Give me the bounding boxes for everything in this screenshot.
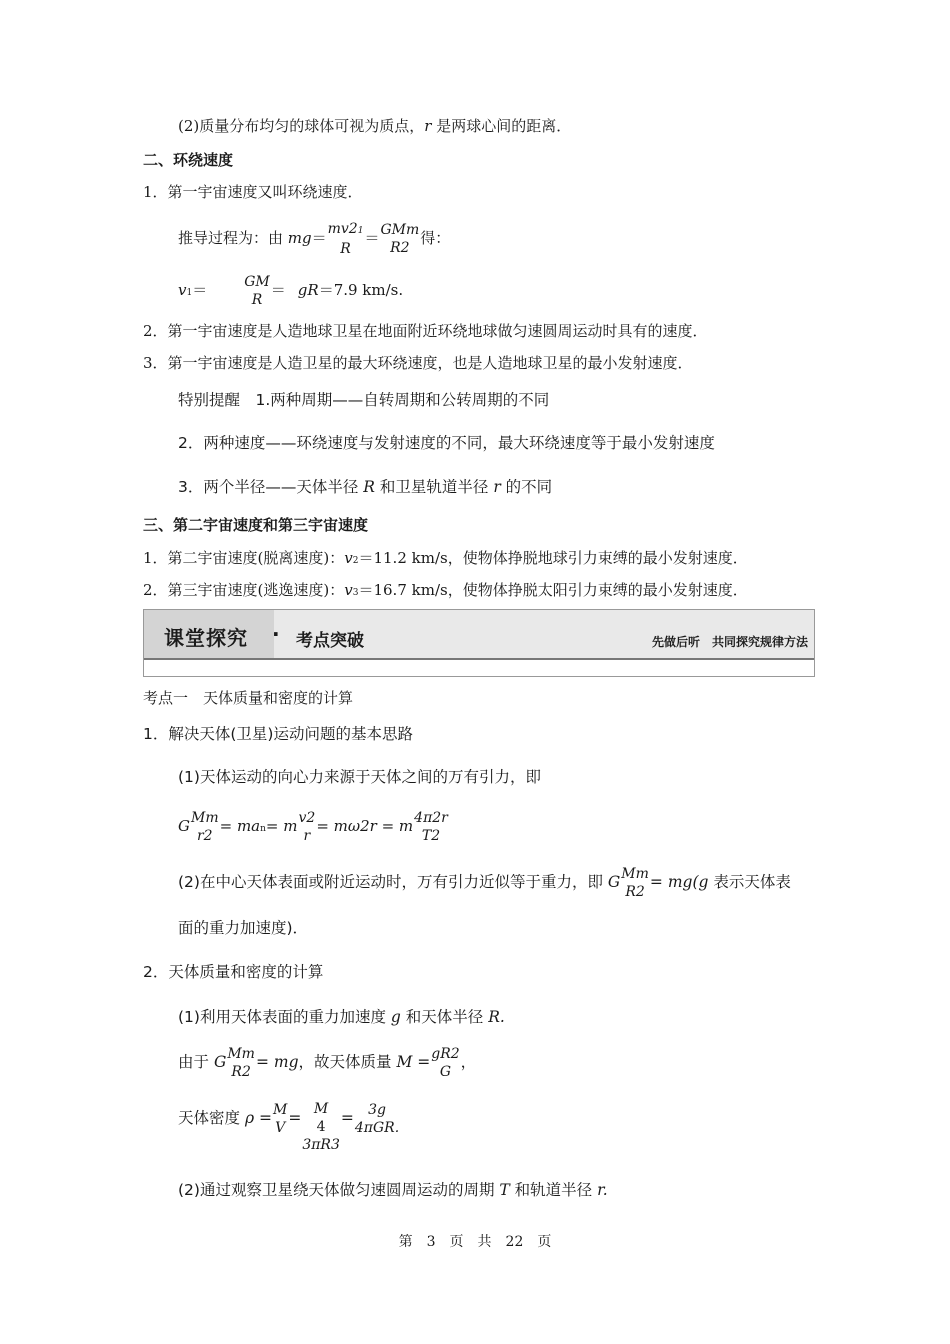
- text: =: [340, 1109, 354, 1127]
- item-2-1: [178, 1007, 505, 1027]
- var-v: v: [178, 281, 187, 299]
- frac-num: 4π2r: [414, 810, 448, 826]
- fraction-Mm-over-r2: [191, 809, 219, 845]
- frac-den: G: [439, 1063, 452, 1080]
- banner-dot: ·: [272, 622, 280, 646]
- frac-num: GM: [244, 274, 270, 290]
- paragraph-third-cosmic: [143, 580, 748, 603]
- var-R: R: [363, 478, 375, 496]
- banner-subtitle: 考点突破: [296, 631, 364, 651]
- frac-den: 4: [316, 1119, 326, 1135]
- var-G: G: [607, 873, 621, 891]
- text: 是两球心间的距离．: [431, 117, 572, 135]
- text: (2)质量分布均匀的球体可视为质点，: [178, 117, 425, 135]
- frac-den: R2: [390, 240, 410, 256]
- page-footer: 第 3 页 共 22 页: [398, 1234, 552, 1250]
- text: ＝11.2 km/s，使物体挣脱地球引力束缚的最小发射速度．: [358, 549, 748, 567]
- text: 得：: [420, 229, 451, 247]
- frac-num: gR2: [431, 1045, 460, 1062]
- text: 由于: [178, 1053, 214, 1071]
- text: (2)在中心天体表面或附近运动时，万有引力近似等于重力，即: [178, 873, 608, 891]
- section-banner: [143, 609, 815, 677]
- subscript: 1: [357, 226, 364, 236]
- frac-num: Mm: [190, 810, 219, 826]
- var-G: G: [178, 817, 190, 835]
- banner-right-text: 先做后听 共同探究规律方法: [651, 635, 808, 649]
- fraction-M-over-V: [273, 1101, 287, 1137]
- text: = mω2r = m: [316, 817, 414, 835]
- subscript: 2: [352, 556, 359, 566]
- frac-den: R2: [231, 1063, 251, 1080]
- paragraph-1: 1．第一宇宙速度又叫环绕速度．: [143, 183, 363, 201]
- text: 和卫星轨道半径: [374, 478, 494, 496]
- text: ＝: [270, 281, 286, 299]
- text: 2．第三宇宙速度(逃逸速度)：: [143, 581, 345, 599]
- frac-num: M: [313, 1101, 329, 1117]
- frac-den: r2: [196, 828, 213, 844]
- text: =: [288, 1109, 302, 1127]
- text: 表示天体表: [708, 873, 791, 891]
- item-2-2: [178, 1180, 608, 1200]
- subscript: 3: [352, 588, 359, 598]
- banner-title: 课堂探究: [164, 626, 248, 650]
- text: 和轨道半径: [509, 1181, 598, 1199]
- text: 推导过程为：由: [178, 229, 288, 247]
- subscript: n: [260, 824, 266, 834]
- frac-num: mv2: [327, 221, 358, 237]
- mass-formula: [178, 1040, 476, 1084]
- fraction-Mm-over-R2: [227, 1045, 255, 1081]
- frac-den: r: [303, 828, 311, 844]
- text: ，故天体质量: [298, 1053, 397, 1071]
- fraction-M-over-volume: [302, 1100, 340, 1154]
- frac-num: M: [272, 1101, 288, 1118]
- paragraph-2: 2．第一宇宙速度是人造地球卫星在地面附近环绕地球做匀速圆周运动时具有的速度．: [143, 322, 708, 340]
- frac-den: R: [340, 241, 351, 257]
- text: ＝7.9 km/s.: [318, 281, 404, 299]
- var-v: v: [344, 581, 353, 599]
- frac-num: Mm: [621, 865, 649, 882]
- var-r: r.: [597, 1181, 608, 1199]
- fraction-gR2-over-G: [431, 1045, 459, 1081]
- text: = ma: [219, 817, 261, 835]
- subscript: 1: [186, 288, 193, 298]
- item-1-2: [178, 860, 791, 904]
- tip-3: [178, 477, 552, 497]
- text: 1．第二宇宙速度(脱离速度)：: [143, 549, 345, 567]
- var-M: M =: [396, 1053, 431, 1071]
- text: ＝16.7 km/s，使物体挣脱太阳引力束缚的最小发射速度．: [358, 581, 748, 599]
- var-r: r: [493, 478, 501, 496]
- var-rho: ρ =: [244, 1109, 272, 1127]
- var-r: r: [424, 117, 432, 135]
- fraction-v2-over-r: [298, 809, 315, 845]
- frac-den: V: [275, 1119, 286, 1136]
- item-1-1: (1)天体运动的向心力来源于天体之间的万有引力，即: [178, 768, 541, 786]
- tip-1: 特别提醒 1.两种周期——自转周期和公转周期的不同: [178, 391, 550, 409]
- frac-den: R2: [625, 883, 645, 900]
- frac-den: 3πR3: [302, 1137, 340, 1153]
- var-g: g: [390, 1008, 401, 1026]
- fraction-mv2-over-R: [328, 220, 364, 258]
- density-formula: [178, 1098, 400, 1156]
- frac-den: 4πGR.: [354, 1119, 400, 1136]
- topic-heading: 考点一 天体质量和密度的计算: [143, 689, 354, 707]
- fraction-4pi2r-over-T2: [414, 809, 448, 845]
- text: (1)利用天体表面的重力加速度: [178, 1008, 391, 1026]
- text: 的不同: [500, 478, 553, 496]
- item-1-heading: 1．解决天体(卫星)运动问题的基本思路: [143, 725, 413, 743]
- heading-second-third-cosmic-velocity: 三、第二宇宙速度和第三宇宙速度: [143, 516, 369, 534]
- frac-den: R: [251, 292, 263, 308]
- fraction-GM-over-R: [244, 273, 270, 309]
- item-2-heading: 2．天体质量和密度的计算: [143, 963, 324, 981]
- v1-formula: [178, 270, 403, 310]
- fraction-3g-over-4piGR: [355, 1101, 399, 1137]
- gravity-equation: [178, 804, 449, 848]
- frac-num: 3g: [368, 1101, 386, 1118]
- var-mg: mg: [287, 229, 312, 247]
- text: = m: [265, 817, 298, 835]
- heading-orbital-velocity: 二、环绕速度: [143, 151, 234, 169]
- frac-num: Mm: [227, 1045, 255, 1062]
- frac-num: GMm: [380, 222, 420, 238]
- var-v: v: [344, 549, 353, 567]
- frac-den: T2: [421, 828, 441, 844]
- derivation-line: [178, 218, 450, 258]
- text: = mg(g: [649, 873, 709, 891]
- tip-2: 2．两种速度——环绕速度与发射速度的不同，最大环绕速度等于最小发射速度: [178, 434, 715, 452]
- paragraph-point-mass: [178, 116, 571, 136]
- text: ，: [460, 1053, 477, 1071]
- text: ＝: [364, 229, 380, 247]
- text: 3．两个半径——天体半径: [178, 478, 364, 496]
- var-T: T: [499, 1181, 510, 1199]
- var-G: G: [213, 1053, 227, 1071]
- text: ＝: [311, 229, 327, 247]
- text: ＝: [192, 281, 208, 299]
- paragraph-3: 3．第一宇宙速度是人造卫星的最大环绕速度，也是人造地球卫星的最小发射速度．: [143, 354, 693, 372]
- fraction-GMm-over-R2: [380, 221, 419, 257]
- var-R: R.: [488, 1008, 505, 1026]
- item-1-2-cont: 面的重力加速度)．: [178, 919, 309, 937]
- fraction-Mm-over-R2: [621, 865, 649, 901]
- text: (2)通过观察卫星绕天体做匀速圆周运动的周期: [178, 1181, 500, 1199]
- text: = mg: [255, 1053, 299, 1071]
- frac-num: v2: [298, 810, 316, 826]
- text: 天体密度: [178, 1109, 245, 1127]
- var-gR: gR: [297, 281, 319, 299]
- paragraph-second-cosmic: [143, 548, 748, 571]
- text: 和天体半径: [400, 1008, 489, 1026]
